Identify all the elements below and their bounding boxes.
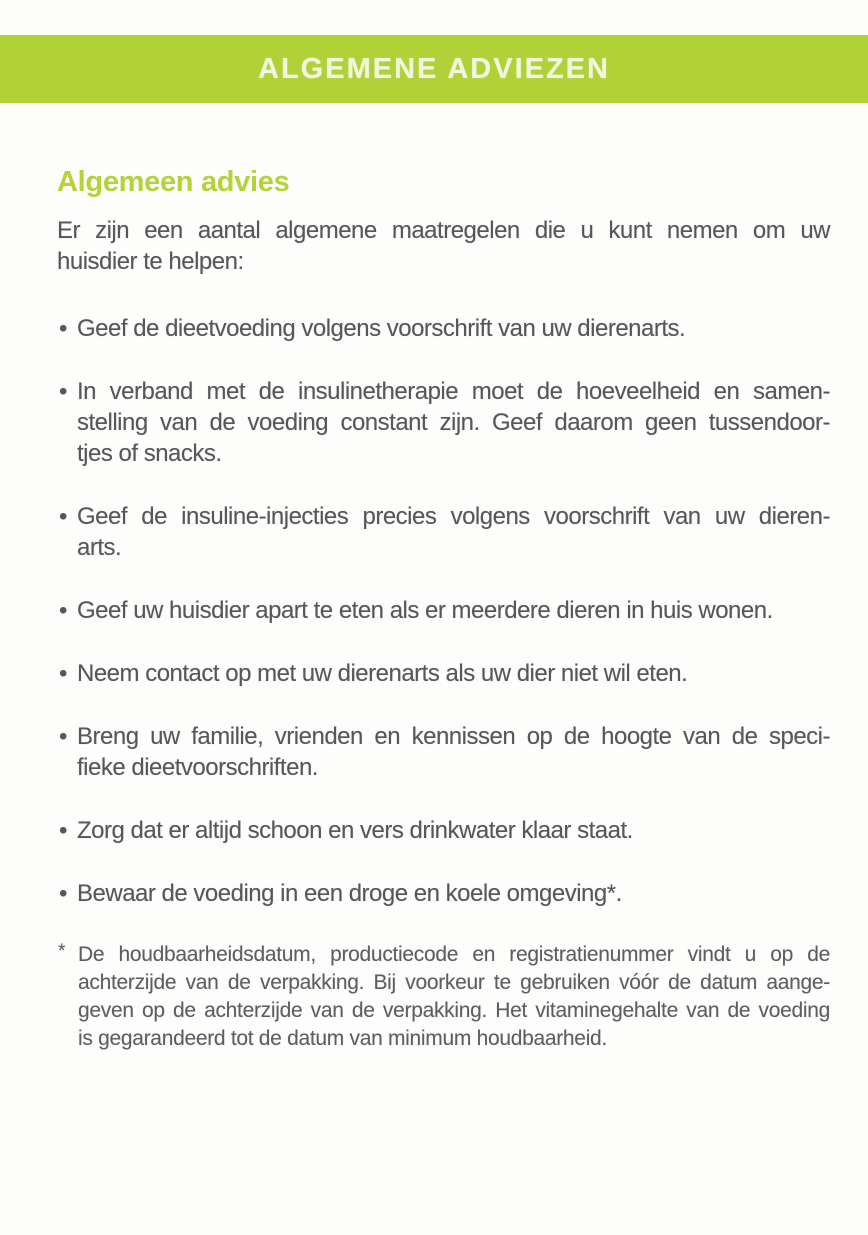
bullet-list (57, 313, 830, 909)
bullet-text: Breng uw familie, vrienden en kennissen op de hoogte van de speci- fieke dieetvoorschriften. (77, 723, 830, 781)
bullet-icon: • (59, 880, 67, 907)
article-heading: Algemeen advies (57, 166, 290, 198)
footnote (57, 941, 830, 1053)
list-item (57, 658, 830, 689)
list-item (57, 313, 830, 344)
list-item (57, 878, 830, 909)
bullet-text: In verband met de insulinetherapie moet de hoeveelheid en samen- stelling van de voeding constant zijn. Geef daarom geen tussendoor- tjes of snacks. (77, 378, 830, 467)
bullet-icon: • (59, 660, 67, 687)
bullet-icon: • (59, 378, 67, 405)
bullet-text: Zorg dat er altijd schoon en vers drinkwater klaar staat. (77, 817, 633, 844)
bullet-text: Geef de insuline-injecties precies volgens voorschrift van uw dieren- arts. (77, 503, 830, 561)
bullet-icon: • (59, 817, 67, 844)
footnote-text: De houdbaarheidsdatum, productiecode en registratienummer vindt u op de achterzijde van de verpakking. Bij voorkeur te gebruiken vóór de datum aange- geven op de achterzijde van de verpakking. Het vitaminegehalte van de voeding is gegarandeerd tot de datum van minimum houdbaarheid. (78, 943, 830, 1050)
list-item (57, 721, 830, 783)
section-header-title: ALGEMENE ADVIEZEN (258, 52, 610, 85)
bullet-icon: • (59, 597, 67, 624)
bullet-text: Bewaar de voeding in een droge en koele omgeving*. (77, 880, 622, 907)
list-item (57, 595, 830, 626)
list-item (57, 376, 830, 469)
bullet-text: Geef uw huisdier apart te eten als er meerdere dieren in huis wonen. (77, 597, 773, 624)
intro-paragraph: Er zijn een aantal algemene maatregelen die u kunt nemen om uw huisdier te helpen: (57, 217, 830, 275)
article-body (0, 166, 868, 1053)
list-item (57, 815, 830, 846)
bullet-text: Neem contact op met uw dierenarts als uw dier niet wil eten. (77, 660, 688, 687)
footnote-asterisk-icon: * (58, 941, 66, 962)
document-page (0, 35, 868, 1235)
section-header-bar (0, 35, 868, 103)
bullet-icon: • (59, 723, 67, 750)
bullet-text: Geef de dieetvoeding volgens voorschrift van uw dierenarts. (77, 315, 686, 342)
bullet-icon: • (59, 315, 67, 342)
list-item (57, 501, 830, 563)
bullet-icon: • (59, 503, 67, 530)
